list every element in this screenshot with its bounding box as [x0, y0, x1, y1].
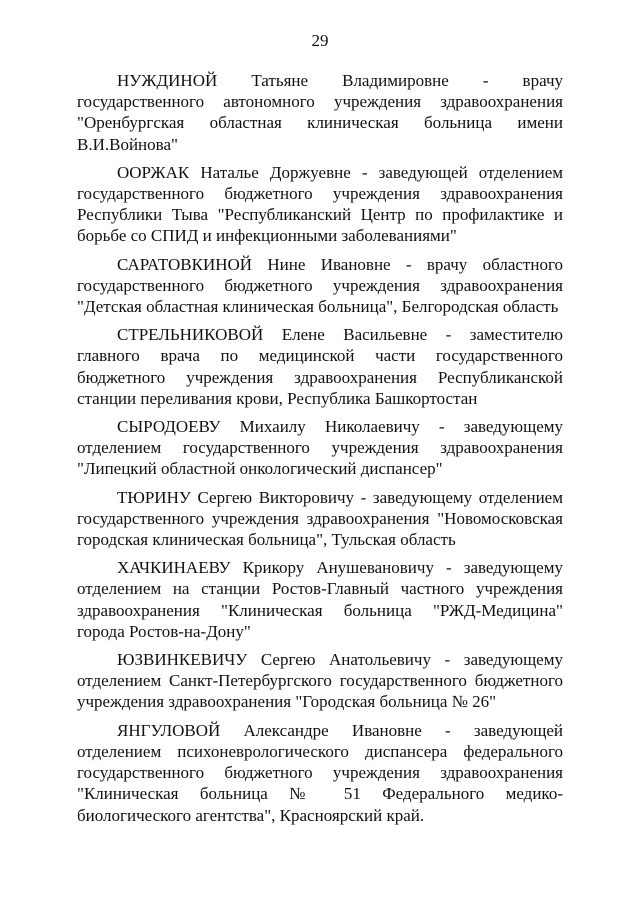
award-paragraph-yuzvinkevich: ЮЗВИНКЕВИЧУ Сергею Анатольевичу - заведующему отделением Санкт-Петербургского государственного бюджетного учреждения здравоохранения "Городская больница № 26": [77, 650, 563, 712]
award-paragraph-yangulova: ЯНГУЛОВОЙ Александре Ивановне - заведующей отделением психоневрологического диспансера федерального государственного бюджетного учреждения здравоохранения "Клиническая больница № 51 Федерального медико-биологического агентства", Красноярский край.: [77, 720, 563, 825]
document-body: [77, 70, 563, 833]
award-paragraph-nuzhdina: НУЖДИНОЙ Татьяне Владимировне - врачу государственного автономного учреждения здравоохранения "Оренбургская областная клиническая больница имени В.И.Войнова": [77, 71, 563, 154]
award-paragraph-tyurin: ТЮРИНУ Сергею Викторовичу - заведующему отделением государственного учреждения здравоохранения "Новомосковская городская клиническая больница", Тульская область: [77, 487, 563, 550]
page-number: 29: [311, 31, 329, 50]
award-paragraph-oorzhak: ООРЖАК Наталье Доржуевне - заведующей отделением государственного бюджетного учреждения здравоохранения Республики Тыва "Республиканский Центр по профилактике и борьбе со СПИД и инфекционными заболеваниями": [77, 162, 563, 246]
award-paragraph-strelnikova: СТРЕЛЬНИКОВОЙ Елене Васильевне - заместителю главного врача по медицинской части государственного бюджетного учреждения здравоохранения Республиканской станции переливания крови, Республика Башкортостан: [77, 325, 563, 408]
award-paragraph-syrodoev: СЫРОДОЕВУ Михаилу Николаевичу - заведующему отделением государственного учреждения здравоохранения "Липецкий областной онкологический диспансер": [77, 417, 563, 479]
award-paragraph-khachkinaev: ХАЧКИНАЕВУ Крикору Анушевановичу - заведующему отделением на станции Ростов-Главный частного учреждения здравоохранения "Клиническая больница "РЖД-Медицина" города Ростов-на-Дону": [77, 558, 563, 641]
award-paragraph-saratovkina: САРАТОВКИНОЙ Нине Ивановне - врачу областного государственного бюджетного учреждения здравоохранения "Детская областная клиническая больница", Белгородская область: [77, 254, 563, 317]
